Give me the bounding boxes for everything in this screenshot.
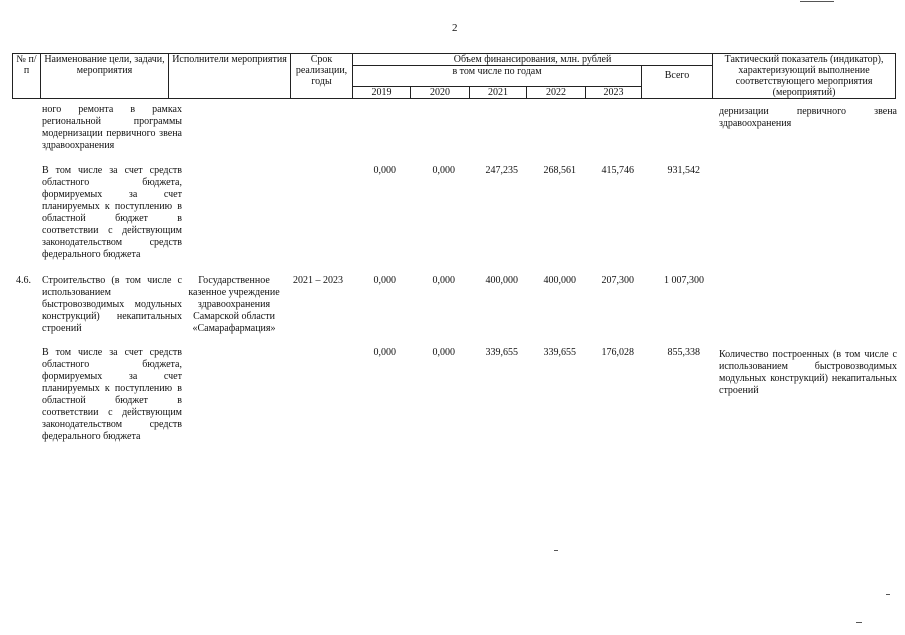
row-description: ного ремонта в рамках региональной программы модернизации первичного звена здравоохранения bbox=[42, 104, 182, 151]
header-year: 2023 bbox=[586, 87, 642, 99]
header-funding: Объем финансирования, млн. рублей bbox=[353, 54, 713, 66]
row-description: Строительство (в том числе с использованием быстровозводимых модульных конструкций) некапитальных строений bbox=[42, 275, 182, 334]
scan-speck bbox=[856, 622, 862, 623]
scan-speck bbox=[554, 550, 558, 551]
row-value-2021: 339,655 bbox=[485, 347, 518, 358]
row-value-2021: 400,000 bbox=[485, 275, 518, 286]
row-total: 855,338 bbox=[667, 347, 700, 358]
header-term: Срок реализации, годы bbox=[291, 54, 353, 99]
row-value-2023: 176,028 bbox=[601, 347, 634, 358]
row-description: В том числе за счет средств областного бюджета, формируемых за счет планируемых к поступлению в областной бюджет в соответствии с действующим законодательством средств федерального бюджета bbox=[42, 347, 182, 442]
row-value-2020: 0,000 bbox=[432, 275, 455, 286]
row-indicator: Количество построенных (в том числе с использованием быстровозводимых модульных конструкций) некапитальных строений bbox=[719, 349, 897, 396]
header-year: 2019 bbox=[353, 87, 411, 99]
row-indicator: дернизации первичного звена здравоохранения bbox=[719, 106, 897, 129]
row-value-2022: 268,561 bbox=[543, 165, 576, 176]
row-value-2019: 0,000 bbox=[373, 275, 396, 286]
header-indicator: Тактический показатель (индикатор), характеризующий выполнение соответствующего мероприятия (мероприятий) bbox=[713, 54, 896, 99]
header-total: Всего bbox=[642, 66, 713, 99]
row-value-2023: 207,300 bbox=[601, 275, 634, 286]
page-number: 2 bbox=[452, 22, 458, 34]
header-by-years: в том числе по годам bbox=[353, 66, 642, 87]
row-value-2021: 247,235 bbox=[485, 165, 518, 176]
header-year: 2022 bbox=[527, 87, 586, 99]
row-value-2020: 0,000 bbox=[432, 165, 455, 176]
table-header bbox=[12, 53, 896, 99]
header-executors: Исполнители мероприятия bbox=[169, 54, 291, 99]
row-value-2023: 415,746 bbox=[601, 165, 634, 176]
header-year: 2021 bbox=[470, 87, 527, 99]
row-description: В том числе за счет средств областного бюджета, формируемых за счет планируемых к поступлению в областной бюджет в соответствии с действующим законодательством средств федерального бюджета bbox=[42, 165, 182, 260]
header-name: Наименование цели, задачи, мероприятия bbox=[41, 54, 169, 99]
scan-speck bbox=[886, 594, 890, 595]
row-term: 2021 – 2023 bbox=[293, 275, 343, 286]
row-total: 1 007,300 bbox=[664, 275, 704, 286]
scan-speck bbox=[800, 1, 834, 2]
row-total: 931,542 bbox=[667, 165, 700, 176]
row-value-2022: 339,655 bbox=[543, 347, 576, 358]
row-value-2019: 0,000 bbox=[373, 347, 396, 358]
row-value-2022: 400,000 bbox=[543, 275, 576, 286]
header-year: 2020 bbox=[411, 87, 470, 99]
header-num: № п/п bbox=[13, 54, 41, 99]
row-value-2020: 0,000 bbox=[432, 347, 455, 358]
row-number: 4.6. bbox=[16, 275, 31, 286]
row-value-2019: 0,000 bbox=[373, 165, 396, 176]
row-executor: Государственное казенное учреждение здравоохранения Самарской области «Самарафармация» bbox=[188, 275, 280, 334]
